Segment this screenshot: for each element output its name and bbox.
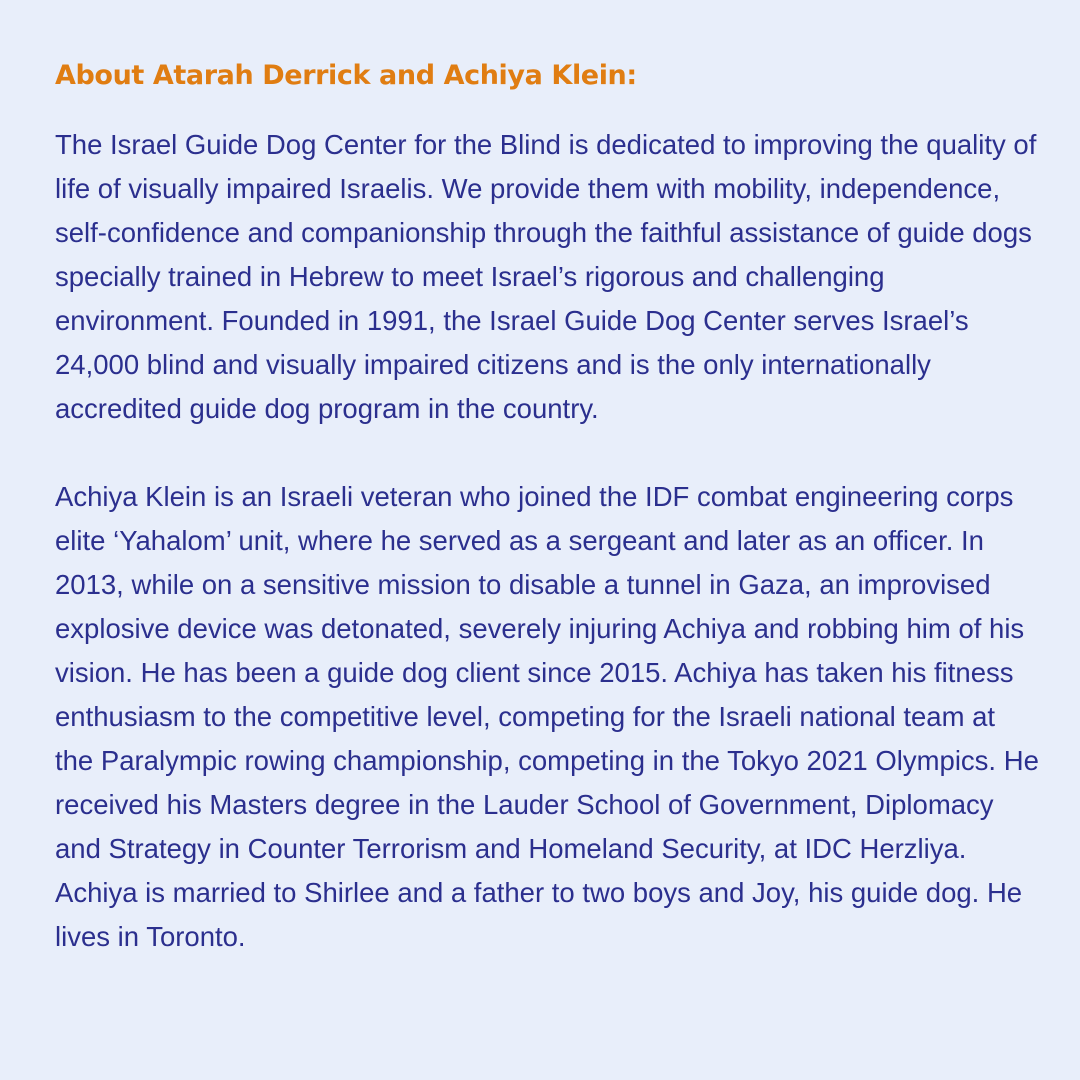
about-heading: About Atarah Derrick and Achiya Klein: (55, 60, 637, 91)
guide-dog-center-paragraph: The Israel Guide Dog Center for the Blind is dedicated to improving the quality of life of visually impaired Israelis. We provide them with mobility, independence, self-confidence and companionship through the faithful assistance of guide dogs specially trained in Hebrew to meet Israel’s rigorous and challenging environment. Founded in 1991, the Israel Guide Dog Center serves Israel’s 24,000 blind and visually impaired citizens and is the only internationally accredited guide dog program in the country. (55, 129, 1037, 424)
achiya-klein-paragraph: Achiya Klein is an Israeli veteran who joined the IDF combat engineering corps elite ‘Yahalom’ unit, where he served as a sergeant and later as an officer. In 2013, while on a sensitive mission to disable a tunnel in Gaza, an improvised explosive device was detonated, severely injuring Achiya and robbing him of his vision. He has been a guide dog client since 2015. Achiya has taken his fitness enthusiasm to the competitive level, competing for the Israeli national team at the Paralympic rowing championship, competing in the Tokyo 2021 Olympics. He received his Masters degree in the Lauder School of Government, Diplomacy and Strategy in Counter Terrorism and Homeland Security, at IDC Herzliya. Achiya is married to Shirlee and a father to two boys and Joy, his guide dog. He lives in Toronto. (55, 481, 1039, 952)
